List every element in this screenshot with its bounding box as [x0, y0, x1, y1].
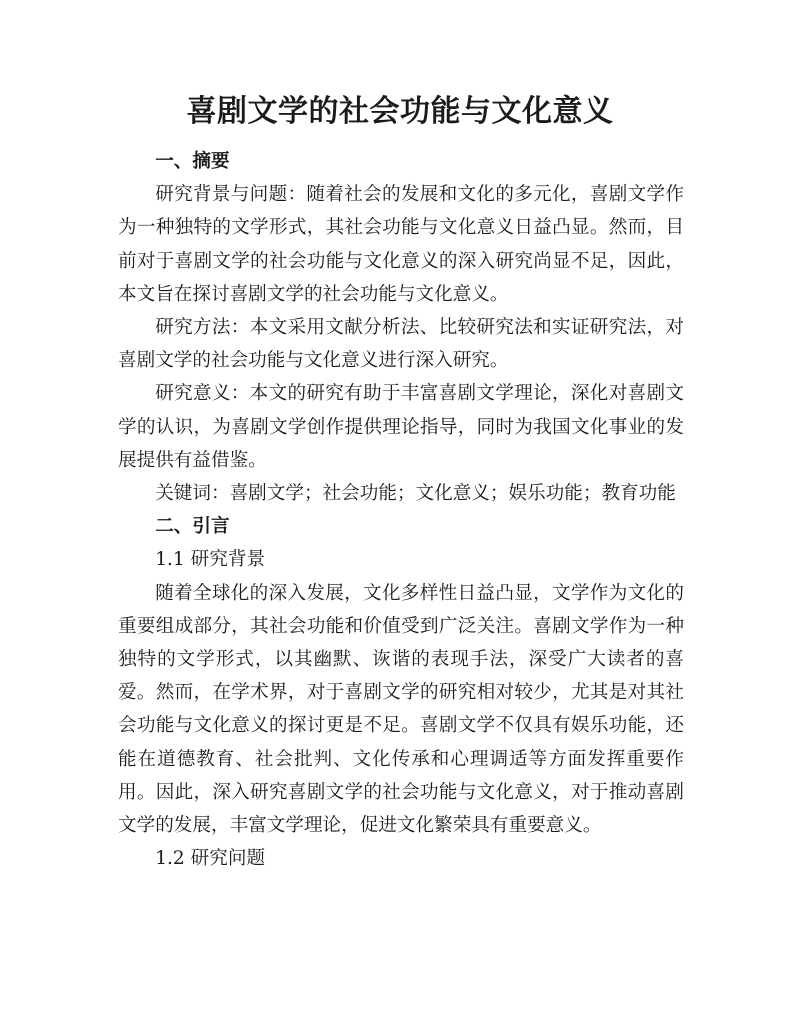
section-heading-abstract: 一、摘要 — [155, 151, 230, 172]
keywords-line: 关键词：喜剧文学；社会功能；文化意义；娱乐功能；教育功能 — [155, 483, 676, 505]
subsection-heading-research-questions: 1.2 研究问题 — [155, 848, 266, 870]
research-background-paragraph: 随着全球化的深入发展，文化多样性日益凸显，文学作为文化的重要组成部分，其社会功能和价值受到广泛关注。喜剧文学作为一种独特的文学形式，以其幽默、诙谐的表现手法，深受广大读者的喜爱。然而，在学术界，对于喜剧文学的研究相对较少，尤其是对其社会功能与文化意义的探讨更是不足。喜剧文学不仅具有娱乐功能，还能在道德教育、社会批判、文化传承和心理调适等方面发挥重要作用。因此，深入研究喜剧文学的社会功能与文化意义，对于推动喜剧文学的发展，丰富文学理论，促进文化繁荣具有重要意义。 — [118, 582, 684, 837]
section-heading-introduction: 二、引言 — [155, 516, 230, 538]
abstract-methods-paragraph: 研究方法：本文采用文献分析法、比较研究法和实证研究法，对喜剧文学的社会功能与文化意义进行深入研究。 — [118, 317, 684, 372]
document-title: 喜剧文学的社会功能与文化意义 — [186, 94, 614, 129]
subsection-heading-research-background: 1.1 研究背景 — [155, 549, 266, 571]
abstract-significance-paragraph: 研究意义：本文的研究有助于丰富喜剧文学理论，深化对喜剧文学的认识，为喜剧文学创作提供理论指导，同时为我国文化事业的发展提供有益借鉴。 — [118, 383, 684, 471]
abstract-background-paragraph: 研究背景与问题：随着社会的发展和文化的多元化，喜剧文学作为一种独特的文学形式，其社会功能与文化意义日益凸显。然而，目前对于喜剧文学的社会功能与文化意义的深入研究尚显不足，因此，本文旨在探讨喜剧文学的社会功能与文化意义。 — [118, 184, 684, 305]
document-body — [118, 145, 684, 875]
